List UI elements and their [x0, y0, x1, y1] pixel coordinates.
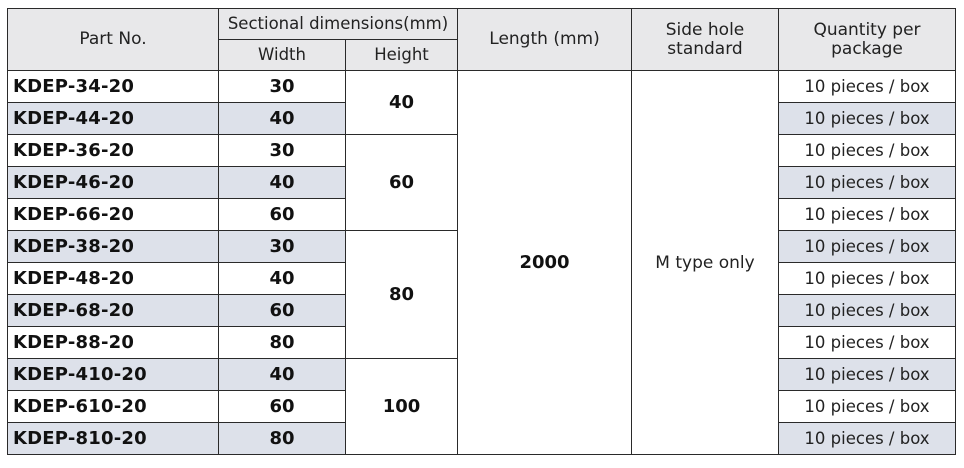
quantity-cell: 10 pieces / box [779, 231, 956, 263]
header-sectional-dimensions: Sectional dimensions(mm) [219, 9, 458, 40]
width-cell: 60 [219, 199, 346, 231]
quantity-cell: 10 pieces / box [779, 71, 956, 103]
height-cell: 60 [346, 135, 458, 231]
side-hole-cell: M type only [632, 71, 779, 455]
width-cell: 40 [219, 263, 346, 295]
quantity-cell: 10 pieces / box [779, 167, 956, 199]
part-number-cell: KDEP-410-20 [8, 359, 219, 391]
header-side-hole [632, 9, 779, 71]
width-cell: 60 [219, 295, 346, 327]
quantity-cell: 10 pieces / box [779, 103, 956, 135]
width-cell: 30 [219, 231, 346, 263]
part-number-cell: KDEP-810-20 [8, 423, 219, 455]
quantity-cell: 10 pieces / box [779, 263, 956, 295]
width-cell: 80 [219, 327, 346, 359]
part-number-cell: KDEP-46-20 [8, 167, 219, 199]
part-number-cell: KDEP-34-20 [8, 71, 219, 103]
header-length: Length (mm) [458, 9, 632, 71]
part-number-cell: KDEP-36-20 [8, 135, 219, 167]
width-cell: 30 [219, 135, 346, 167]
width-cell: 80 [219, 423, 346, 455]
height-cell: 100 [346, 359, 458, 455]
part-number-cell: KDEP-66-20 [8, 199, 219, 231]
part-number-cell: KDEP-44-20 [8, 103, 219, 135]
quantity-cell: 10 pieces / box [779, 135, 956, 167]
width-cell: 40 [219, 167, 346, 199]
part-number-cell: KDEP-610-20 [8, 391, 219, 423]
width-cell: 60 [219, 391, 346, 423]
quantity-cell: 10 pieces / box [779, 327, 956, 359]
width-cell: 40 [219, 103, 346, 135]
height-cell: 80 [346, 231, 458, 359]
width-cell: 30 [219, 71, 346, 103]
part-number-cell: KDEP-88-20 [8, 327, 219, 359]
length-cell: 2000 [458, 71, 632, 455]
header-part-no: Part No. [8, 9, 219, 71]
table-row [8, 71, 956, 103]
header-quantity [779, 9, 956, 71]
product-spec-table [7, 8, 956, 455]
part-number-cell: KDEP-38-20 [8, 231, 219, 263]
quantity-cell: 10 pieces / box [779, 295, 956, 327]
header-height: Height [346, 40, 458, 71]
header-width: Width [219, 40, 346, 71]
header-side-hole-label: Side hole standard [665, 19, 745, 59]
part-number-cell: KDEP-48-20 [8, 263, 219, 295]
quantity-cell: 10 pieces / box [779, 391, 956, 423]
height-cell: 40 [346, 71, 458, 135]
quantity-cell: 10 pieces / box [779, 423, 956, 455]
quantity-cell: 10 pieces / box [779, 199, 956, 231]
product-spec-table-container [7, 8, 956, 455]
width-cell: 40 [219, 359, 346, 391]
quantity-cell: 10 pieces / box [779, 359, 956, 391]
part-number-cell: KDEP-68-20 [8, 295, 219, 327]
header-quantity-label: Quantity per package [813, 19, 921, 59]
